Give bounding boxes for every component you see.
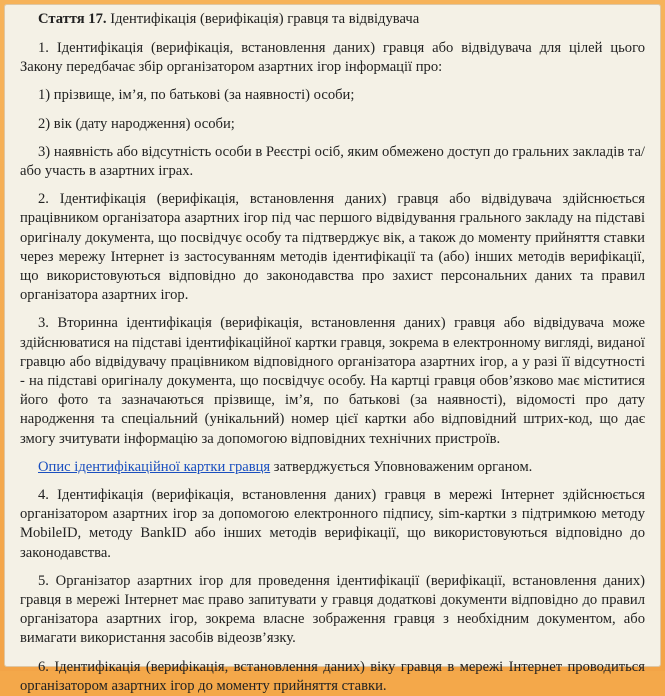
player-card-description-link[interactable]: Опис ідентифікаційної картки гравця <box>38 458 271 475</box>
document-page <box>4 4 661 694</box>
paragraph-1: 1. Ідентифікація (верифікація, встановлення даних) гравця або відвідувача для цілей цього Закону передбачає збір організатором азартних ігор інформації про: <box>20 40 645 76</box>
paragraph-5: 5. Організатор азартних ігор для проведення ідентифікації (верифікації, встановлення даних) гравця в мережі Інтернет має право запитувати у гравця додаткові документи відповідно до правил організатора азартних ігор, зокрема власне зображення гравця з необхідним документом, або вимагати використання засобів відеозв’язку. <box>20 572 645 647</box>
paragraph-1-item-3: 3) наявність або відсутність особи в Реєстрі осіб, яким обмежено доступ до гральних закладів та/або участь в азартних іграх. <box>20 143 645 180</box>
article-heading <box>38 10 645 29</box>
article-number: Стаття 17. <box>38 11 107 27</box>
paragraph-1-item-1: 1) прізвище, ім’я, по батькові (за наявності) особи; <box>38 87 355 104</box>
paragraph-3-link-line <box>20 458 645 477</box>
article-title: Ідентифікація (верифікація) гравця та відвідувача <box>110 11 420 27</box>
paragraph-3-link-tail: затверджується Уповноваженим органом. <box>270 458 533 475</box>
paragraph-3: 3. Вторинна ідентифікація (верифікація, встановлення даних) гравця або відвідувача може здійснюватися на підставі ідентифікаційної картки гравця, зокрема в електронному вигляді, виданої гравцю або відвідувачу працівником відповідного організатора азартних ігор, а у разі її відсутності - на підставі оригіналу документа, що посвідчує особу. На картці гравця обов’язково має міститися його фото та зазначаються прізвище, ім’я, по батькові (за наявності), відомості про дату народження та спеціальний (унікальний) номер цієї картки або відповідний штрих-код, що дає змогу зчитувати інформацію за допомогою відповідних технічних пристроїв. <box>20 315 645 447</box>
paragraph-4: 4. Ідентифікація (верифікація, встановлення даних) гравця в мережі Інтернет здійснюється організатором азартних ігор за допомогою електронного підпису, sim-картки з підтримкою методу MobileID, методу BankID або інших методів верифікації, що використовуються відповідно до законодавства. <box>20 487 645 561</box>
paragraph-6: 6. Ідентифікація (верифікація, встановлення даних) віку гравця в мережі Інтернет проводиться організатором азартних ігор до моменту прийняття ставки. <box>20 658 645 694</box>
paragraph-1-item-2: 2) вік (дату народження) особи; <box>38 115 235 132</box>
paragraph-2: 2. Ідентифікація (верифікація, встановлення даних) гравця або відвідувача здійснюється працівником організатора азартних ігор під час першого відвідування грального закладу на підставі оригіналу документа, що посвідчує особу та підтверджує вік, а також до моменту прийняття ставки через мережу Інтернет із застосуванням методів ідентифікації та (або) інших методів верифікації, що використовуються відповідно до законодавства про захист персональних даних та правил організатора азартних ігор. <box>20 191 645 304</box>
